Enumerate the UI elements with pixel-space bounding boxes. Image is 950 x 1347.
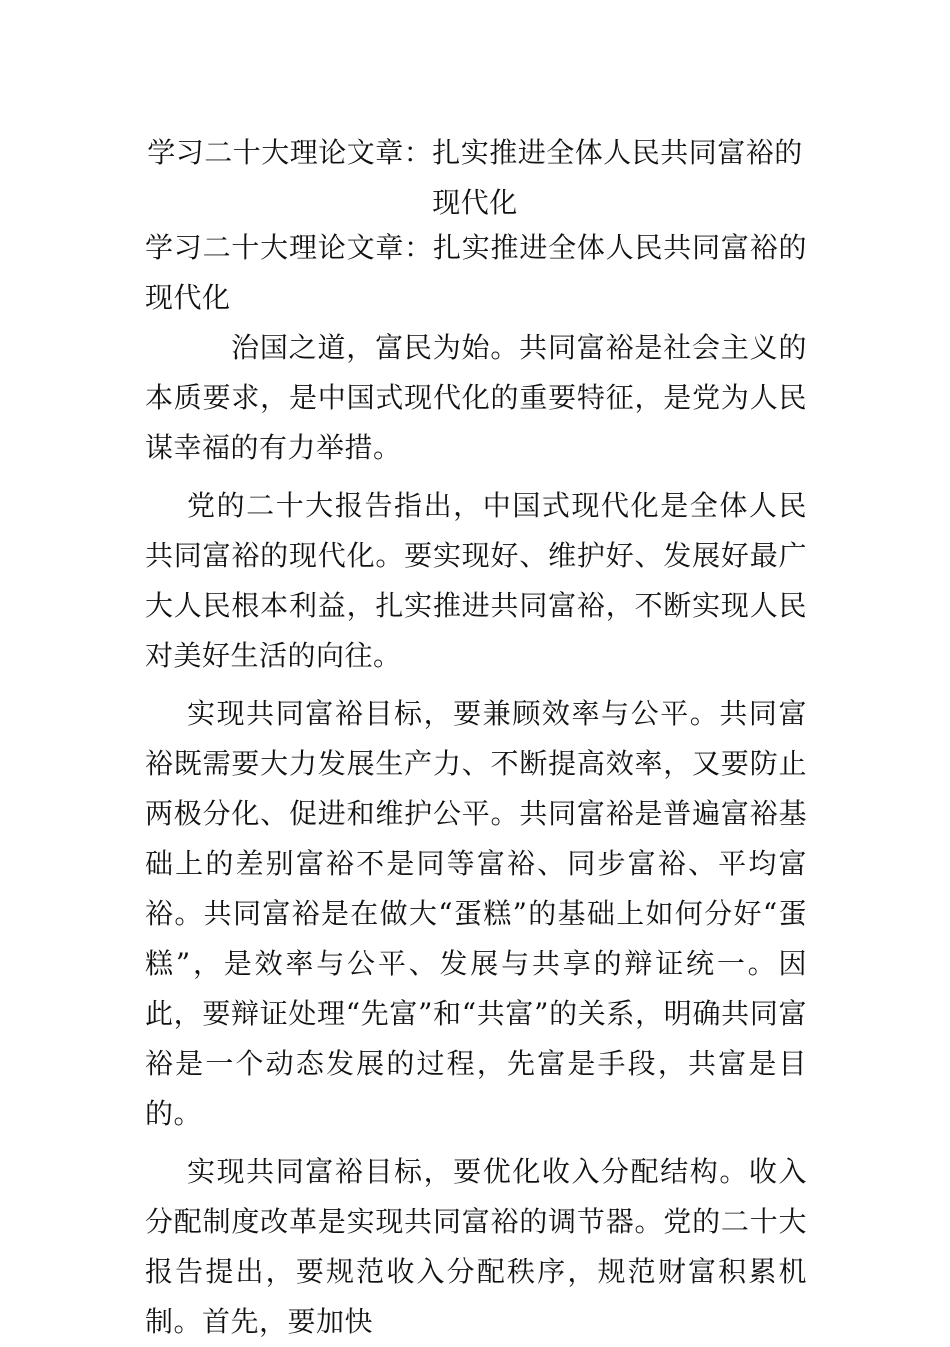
paragraph-3: 实现共同富裕目标，要兼顾效率与公平。共同富裕既需要大力发展生产力、不断提高效率，又要防止两极分化、促进和维护公平。共同富裕是普遍富裕基础上的差别富裕不是同等富裕、同步富裕、平均富裕。共同富裕是在做大“蛋糕”的基础上如何分好“蛋糕”，是效率与公平、发展与共享的辩证统一。因此，要辩证处理“先富”和“共富”的关系，明确共同富裕是一个动态发展的过程，先富是手段，共富是目的。 xyxy=(145,697,807,1130)
paragraph-2: 党的二十大报告指出，中国式现代化是全体人民共同富裕的现代化。要实现好、维护好、发展好最广大人民根本利益，扎实推进共同富裕，不断实现人民对美好生活的向往。 xyxy=(145,489,807,672)
document-body xyxy=(145,223,807,1347)
paragraph-1: 治国之道，富民为始。共同富裕是社会主义的本质要求，是中国式现代化的重要特征，是党为人民谋幸福的有力举措。 xyxy=(145,331,807,464)
document-subtitle: 学习二十大理论文章：扎实推进全体人民共同富裕的现代化 xyxy=(145,231,807,314)
paragraph-4: 实现共同富裕目标，要优化收入分配结构。收入分配制度改革是实现共同富裕的调节器。党的二十大报告提出，要规范收入分配秩序，规范财富积累机制。首先，要加快 xyxy=(145,1155,807,1338)
document-title: 学习二十大理论文章：扎实推进全体人民共同富裕的现代化 xyxy=(147,136,803,219)
